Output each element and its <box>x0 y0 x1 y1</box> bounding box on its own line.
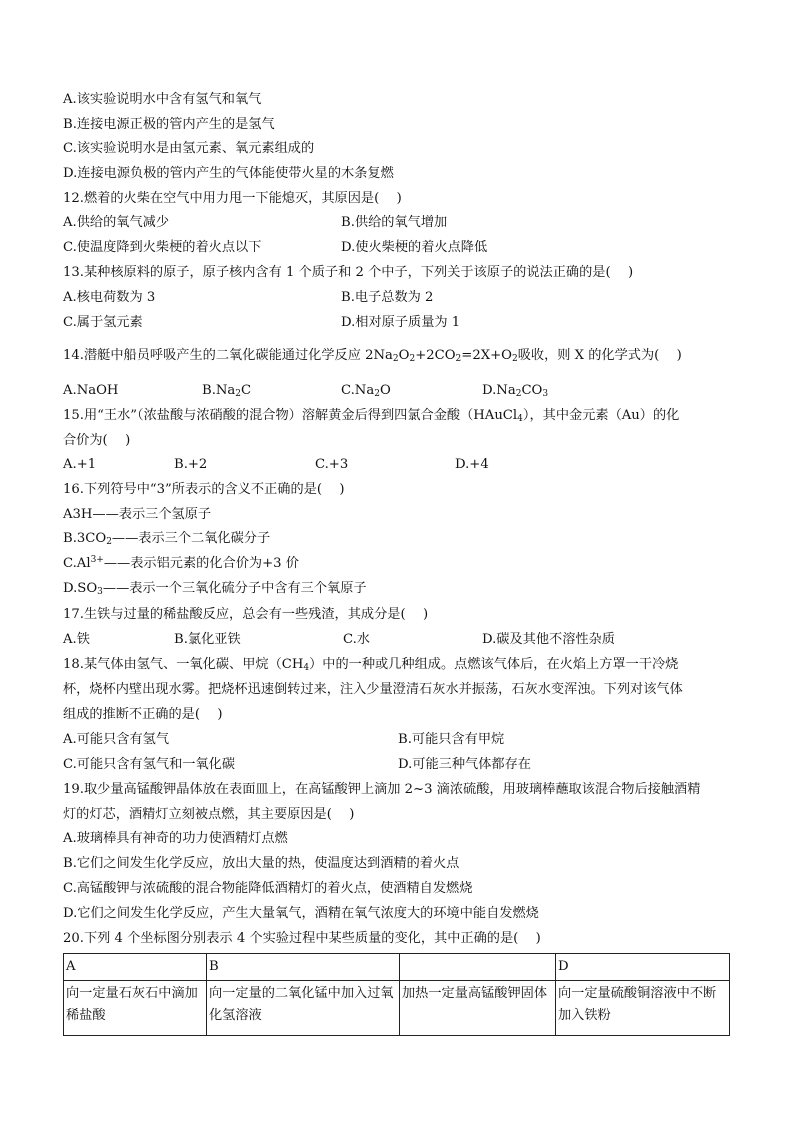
q20-cell-c: 加热一定量高锰酸钾固体 <box>400 981 556 1036</box>
q20-cell-d: 向一定量硫酸铜溶液中不断加入铁粉 <box>556 981 730 1036</box>
q18-option-c: C.可能只含有氢气和一氧化碳 <box>63 757 236 772</box>
q11-option-b: B.连接电源正极的管内产生的是氢气 <box>63 117 275 132</box>
q17-stem: 17.生铁与过量的稀盐酸反应，总会有一些残渣，其成分是( ) <box>63 607 429 622</box>
q15-option-c: C.+3 <box>315 457 349 472</box>
q20-stem: 20.下列 4 个坐标图分别表示 4 个实验过程中某些质量的变化，其中正确的是( ) <box>63 931 541 946</box>
q13-option-d: D.相对原子质量为 1 <box>341 315 461 330</box>
q13-stem: 13.某种核原料的原子，原子核内含有 1 个质子和 2 个中子，下列关于该原子的说法正确的是( ) <box>63 265 634 280</box>
q19-stem-line1: 19.取少量高锰酸钾晶体放在表面皿上，在高锰酸钾上滴加 2~3 滴浓硫酸，用玻璃棒蘸取该混合物后接触酒精 <box>63 782 701 797</box>
q20-header-c <box>400 954 556 981</box>
q12-stem: 12.燃着的火柴在空气中用力甩一下能熄灭，其原因是( ) <box>63 191 402 206</box>
q18-option-a: A.可能只含有氢气 <box>63 732 170 747</box>
q20-cell-b: 向一定量的二氧化锰中加入过氧化氢溶液 <box>207 981 400 1036</box>
q11-option-a: A.该实验说明水中含有氢气和氧气 <box>63 92 262 107</box>
q19-option-d: D.它们之间发生化学反应，产生大量氧气，酒精在氧气浓度大的环境中能自发燃烧 <box>63 906 539 921</box>
q16-stem: 16.下列符号中“3”所表示的含义不正确的是( ) <box>63 482 345 497</box>
q19-option-b: B.它们之间发生化学反应，放出大量的热，使温度达到酒精的着火点 <box>63 856 460 871</box>
q16-option-d: $D.SO_3——$表示一个三氧化硫分子中含有三个氧原子 <box>63 581 367 597</box>
q11-option-c: C.该实验说明水是由氢元素、氧元素组成的 <box>63 141 315 156</box>
q12-option-c: C.使温度降到火柴梗的着火点以下 <box>63 240 262 255</box>
q14-option-a: A.NaOH <box>63 383 119 398</box>
q18-option-b: B.可能只含有甲烷 <box>398 732 505 747</box>
q16-option-b: $B.3CO_2——$表示三个二氧化碳分子 <box>63 531 271 547</box>
q17-option-b: B.氯化亚铁 <box>174 632 241 647</box>
q13-option-b: B.电子总数为 2 <box>341 290 434 305</box>
q15-stem-line1: 15.用“王水”（浓盐酸与浓硝酸的混合物）溶解黄金后得到四氯合金酸（HAuCl$_4$），其中金元素（Au）的化 <box>63 408 680 424</box>
q15-option-d: D.+4 <box>455 457 489 472</box>
q12-option-d: D.使火柴梗的着火点降低 <box>341 240 488 255</box>
q20-cell-a: 向一定量石灰石中滴加稀盐酸 <box>64 981 207 1036</box>
q20-table-row <box>64 981 730 1036</box>
q14-option-d: $D.Na_2CO_3$ <box>482 383 549 399</box>
q16-option-a: A3H——表示三个氢原子 <box>63 507 212 522</box>
q18-stem-line3: 组成的推断不正确的是( ) <box>63 707 223 722</box>
q18-option-d: D.可能三种气体都存在 <box>398 757 531 772</box>
q19-option-a: A.玻璃棒具有神奇的功力使酒精灯点燃 <box>63 831 288 846</box>
q18-stem-line1: 18.某气体由氢气、一氧化碳、甲烷$(CH_4)$中的一种或几种组成。点燃该气体后，在火焰上方罩一干冷烧 <box>63 657 679 673</box>
q19-stem-line2: 灯的灯芯，酒精灯立刻被点燃，其主要原因是( ) <box>63 807 355 822</box>
q11-option-d: D.连接电源负极的管内产生的气体能使带火星的木条复燃 <box>63 166 394 181</box>
q14-stem: 14.潜艇中船员呼吸产生的二氧化碳能通过化学反应 $2Na_2O_2+2CO_2=2X+O_2$吸收，则 X 的化学式为( ) <box>63 348 682 364</box>
q20-header-d: D <box>556 954 730 981</box>
q17-option-a: A.铁 <box>63 632 90 647</box>
q16-option-c: $C.Al^{3+}——$表示铝元素的化合价为+3 价 <box>63 555 299 571</box>
q12-option-b: B.供给的氧气增加 <box>341 215 448 230</box>
q20-header-b: B <box>207 954 400 981</box>
q13-option-c: C.属于氢元素 <box>63 315 143 330</box>
q13-option-a: A.核电荷数为 3 <box>63 290 156 305</box>
q19-option-c: C.高锰酸钾与浓硫酸的混合物能降低酒精灯的着火点，使酒精自发燃烧 <box>63 881 473 896</box>
q14-option-b: $B.Na_2C$ <box>202 383 252 399</box>
q20-header-a: A <box>64 954 207 981</box>
q15-option-b: B.+2 <box>174 457 208 472</box>
q12-option-a: A.供给的氧气减少 <box>63 215 170 230</box>
q20-table-header-row <box>64 954 730 981</box>
q18-stem-line2: 杯，烧杯内壁出现水雾。把烧杯迅速倒转过来，注入少量澄清石灰水并振荡，石灰水变浑浊。下列对该气体 <box>63 682 683 697</box>
q15-option-a: A.+1 <box>63 457 97 472</box>
q15-stem-line2: 合价为( ) <box>63 433 131 448</box>
q20-table <box>63 953 730 1036</box>
q14-option-c: $C.Na_2O$ <box>341 383 391 399</box>
q17-option-d: D.碳及其他不溶性杂质 <box>482 632 615 647</box>
q17-option-c: C.水 <box>343 632 370 647</box>
